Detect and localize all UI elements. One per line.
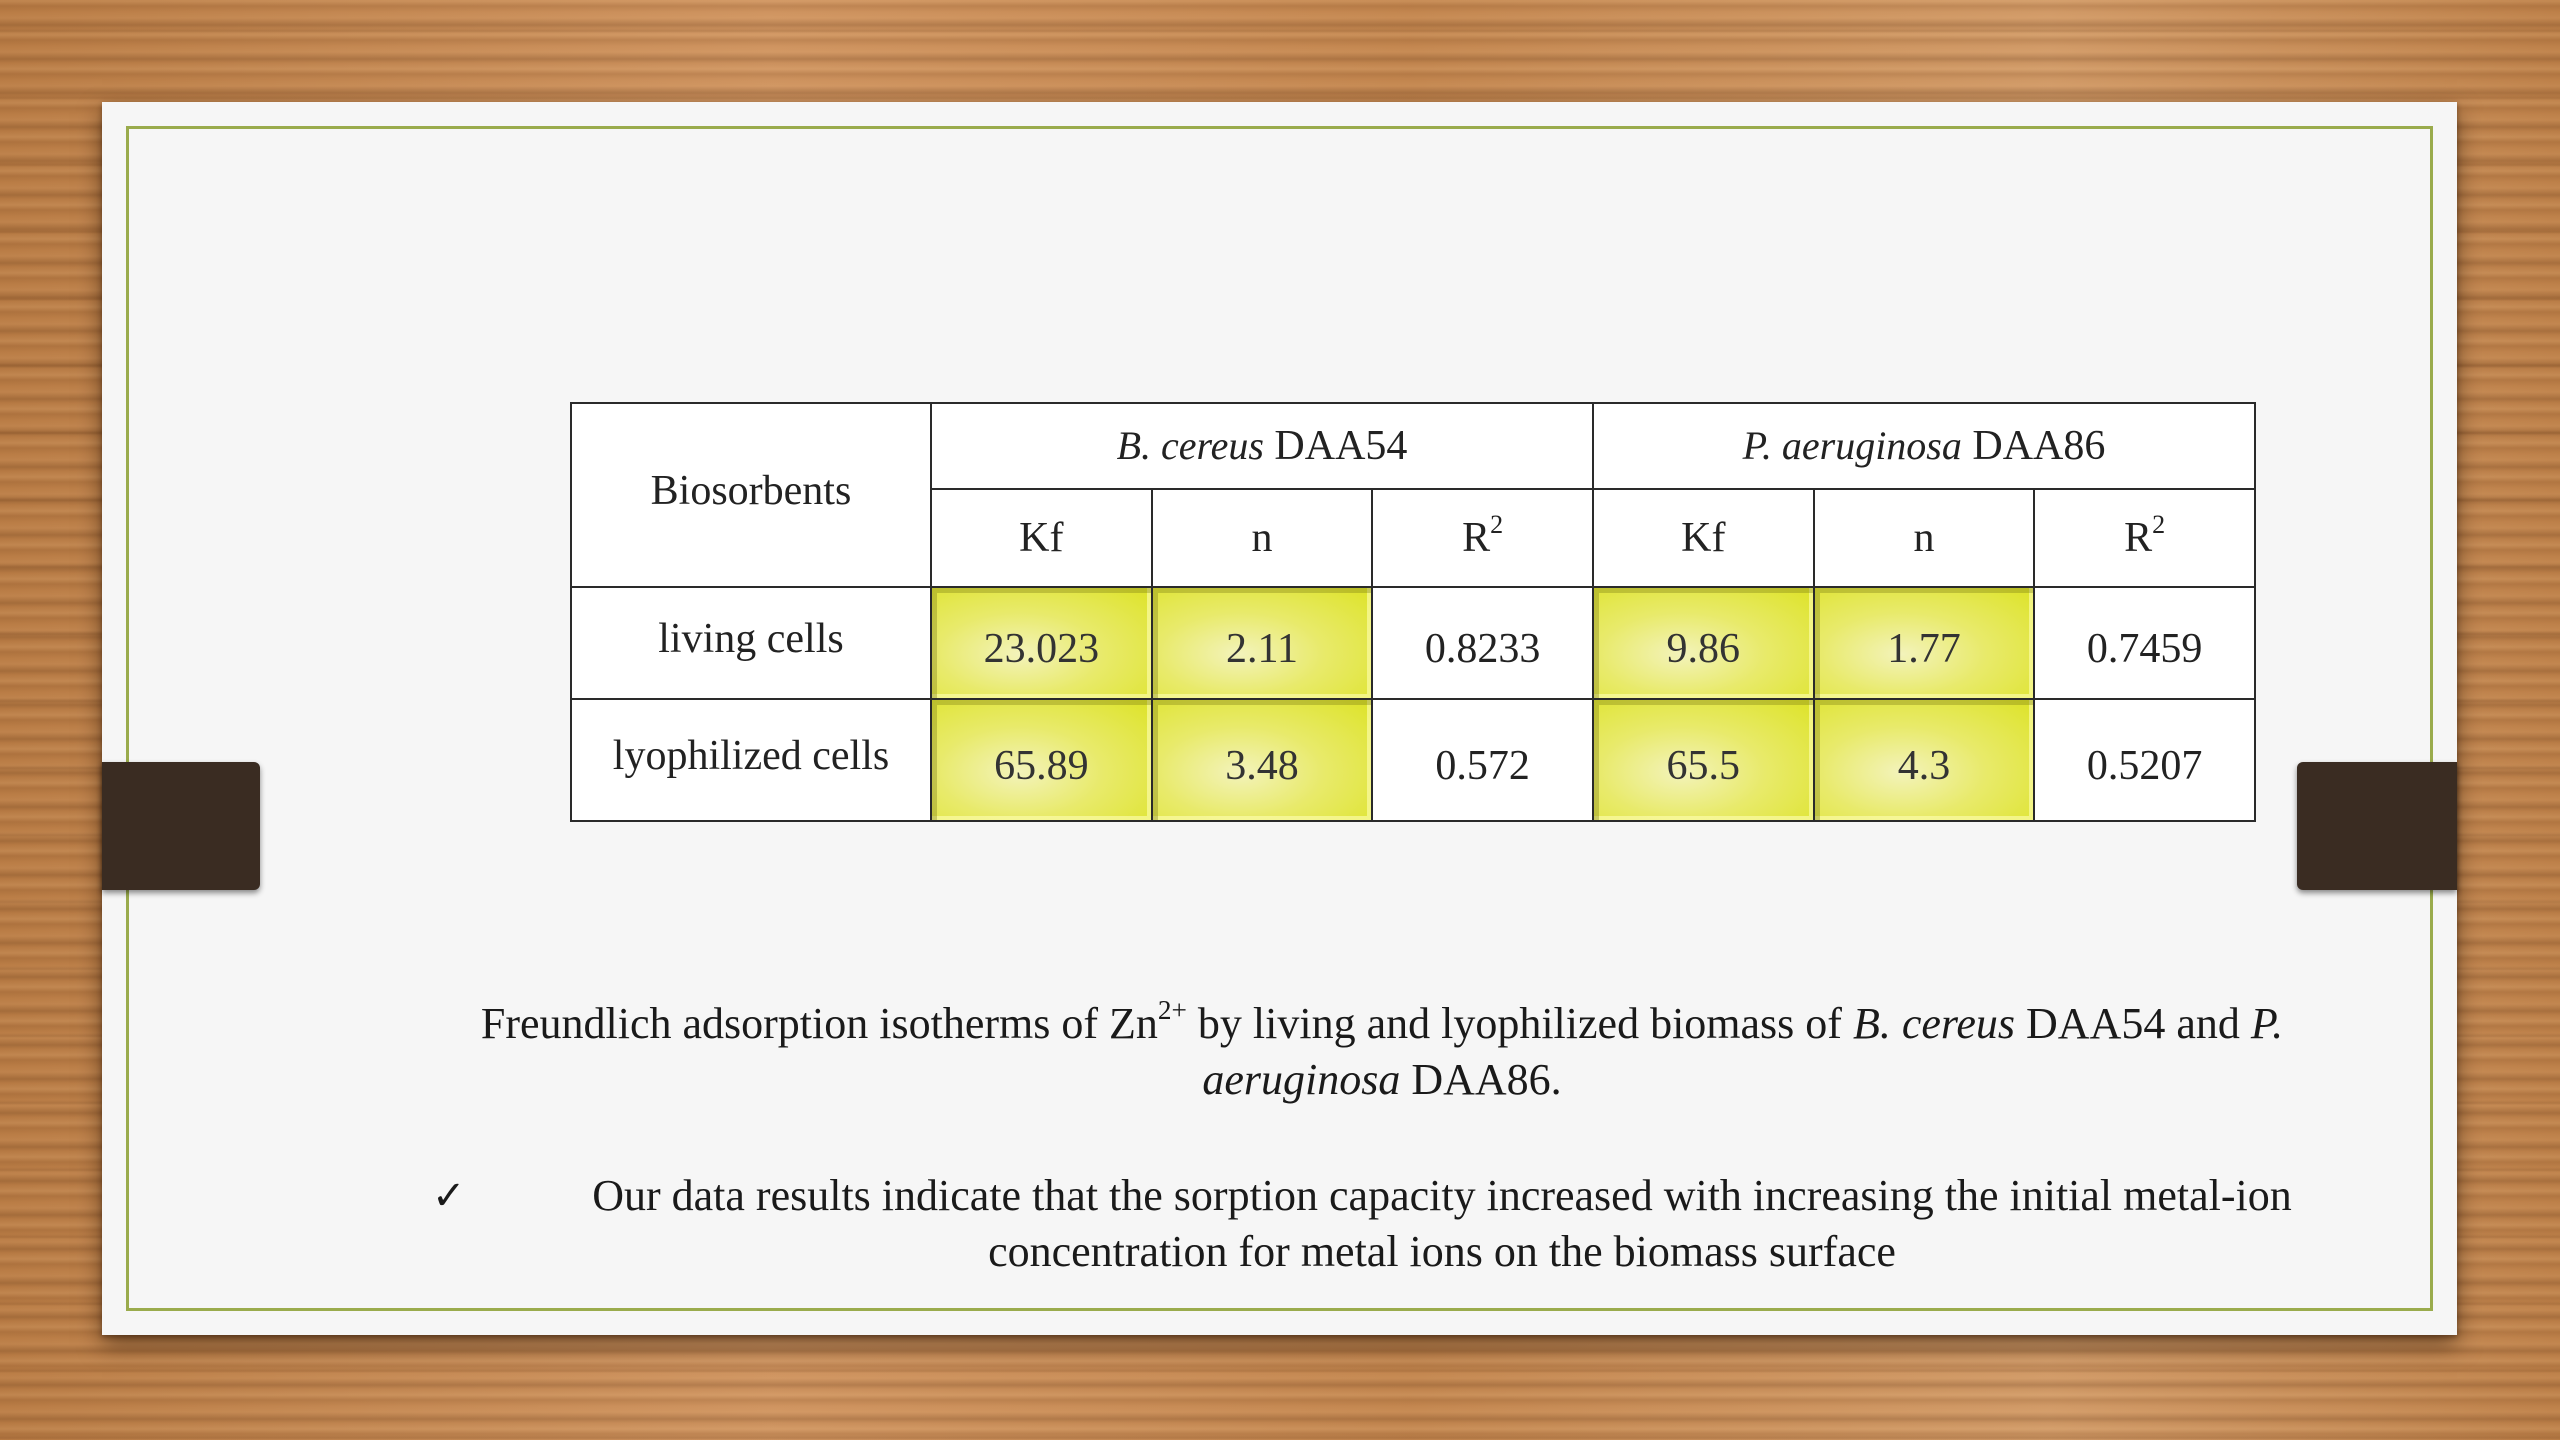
left-binder-clip bbox=[102, 762, 260, 890]
cell-n-highlighted: 4.3 bbox=[1814, 699, 2035, 821]
table-row bbox=[571, 699, 2255, 821]
column-header-kf: Kf bbox=[931, 489, 1152, 587]
column-header-r2: $R^2$ bbox=[2034, 489, 2255, 587]
slide bbox=[102, 102, 2457, 1335]
column-header-r2: $R^2$ bbox=[1372, 489, 1593, 587]
cell-kf-highlighted: 9.86 bbox=[1593, 587, 1814, 699]
cell-kf-highlighted: 65.5 bbox=[1593, 699, 1814, 821]
cell-r2: 0.5207 bbox=[2034, 699, 2255, 821]
checkmark-icon: ✓ bbox=[432, 1173, 466, 1219]
column-header-n: n bbox=[1814, 489, 2035, 587]
group-header-p-aeruginosa: P. aeruginosa DAA86 bbox=[1593, 403, 2255, 489]
bullet-text: Our data results indicate that the sorption capacity increased with increasing the initial metal-ion concentration for metal ions on the biomass surface bbox=[592, 1171, 2292, 1276]
table-caption: Freundlich adsorption isotherms of $Zn^{2+}$ by living and lyophilized biomass of B. cereus DAA54 and P. aeruginosa DAA86. bbox=[480, 994, 2284, 1104]
column-header-kf: Kf bbox=[1593, 489, 1814, 587]
cell-r2: 0.572 bbox=[1372, 699, 1593, 821]
cell-kf-highlighted: 65.89 bbox=[931, 699, 1152, 821]
group-header-b-cereus: B. cereus DAA54 bbox=[931, 403, 1593, 489]
biosorbents-header: Biosorbents bbox=[571, 403, 931, 587]
right-binder-clip bbox=[2297, 762, 2457, 890]
freundlich-table bbox=[570, 402, 2256, 822]
cell-n-highlighted: 3.48 bbox=[1152, 699, 1373, 821]
row-label: living cells bbox=[571, 587, 931, 699]
cell-r2: 0.8233 bbox=[1372, 587, 1593, 699]
cell-r2: 0.7459 bbox=[2034, 587, 2255, 699]
conclusion-bullet bbox=[432, 1168, 2422, 1280]
column-header-n: n bbox=[1152, 489, 1373, 587]
table-row bbox=[571, 587, 2255, 699]
table-header-row-groups bbox=[571, 403, 2255, 489]
row-label: lyophilized cells bbox=[571, 699, 931, 821]
cell-n-highlighted: 1.77 bbox=[1814, 587, 2035, 699]
cell-n-highlighted: 2.11 bbox=[1152, 587, 1373, 699]
cell-kf-highlighted: 23.023 bbox=[931, 587, 1152, 699]
